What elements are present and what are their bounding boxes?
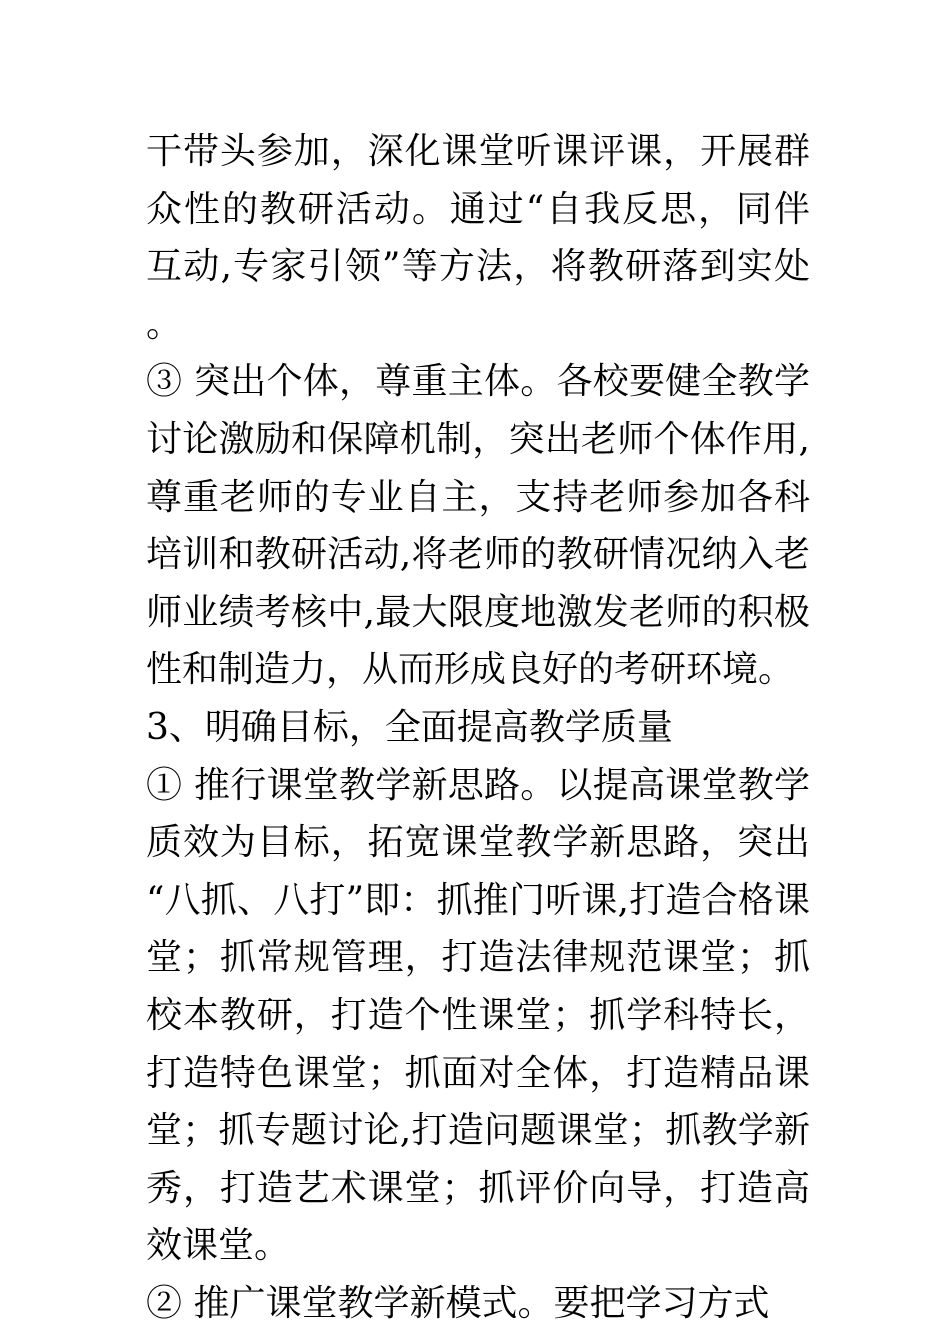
document-body	[146, 123, 810, 1332]
paragraph-new-teaching-ideas: ① 推行课堂教学新思路。以提高课堂教学质效为目标，拓宽课堂教学新思路，突出“八抓、八打”即：抓推门听课,打造合格课堂；抓常规管理，打造法律规范课堂；抓校本教研，打造个性课堂；抓学科特长，打造特色课堂；抓面对全体，打造精品课堂；抓专题讨论,打造问题课堂；抓教学新秀，打造艺术课堂；抓评价向导，打造高效课堂。	[146, 764, 810, 1267]
paragraph-new-teaching-model: ② 推广课堂教学新模式。要把学习方式	[146, 1282, 770, 1324]
section-heading-teaching-quality: 3、明确目标，全面提高教学质量	[146, 706, 673, 748]
paragraph-teaching-research-continuation: 干带头参加，深化课堂听课评课，开展群众性的教研活动。通过“自我反思，同伴互动,专家引领”等方法，将教研落到实处。	[146, 131, 810, 345]
paragraph-highlight-individuals: ③ 突出个体，尊重主体。各校要健全教学讨论激励和保障机制，突出老师个体作用,尊重老师的专业自主，支持老师参加各科培训和教研活动,将老师的教研情况纳入老师业绩考核中,最大限度地激发老师的积极性和制造力，从而形成良好的考研环境。	[146, 361, 810, 691]
